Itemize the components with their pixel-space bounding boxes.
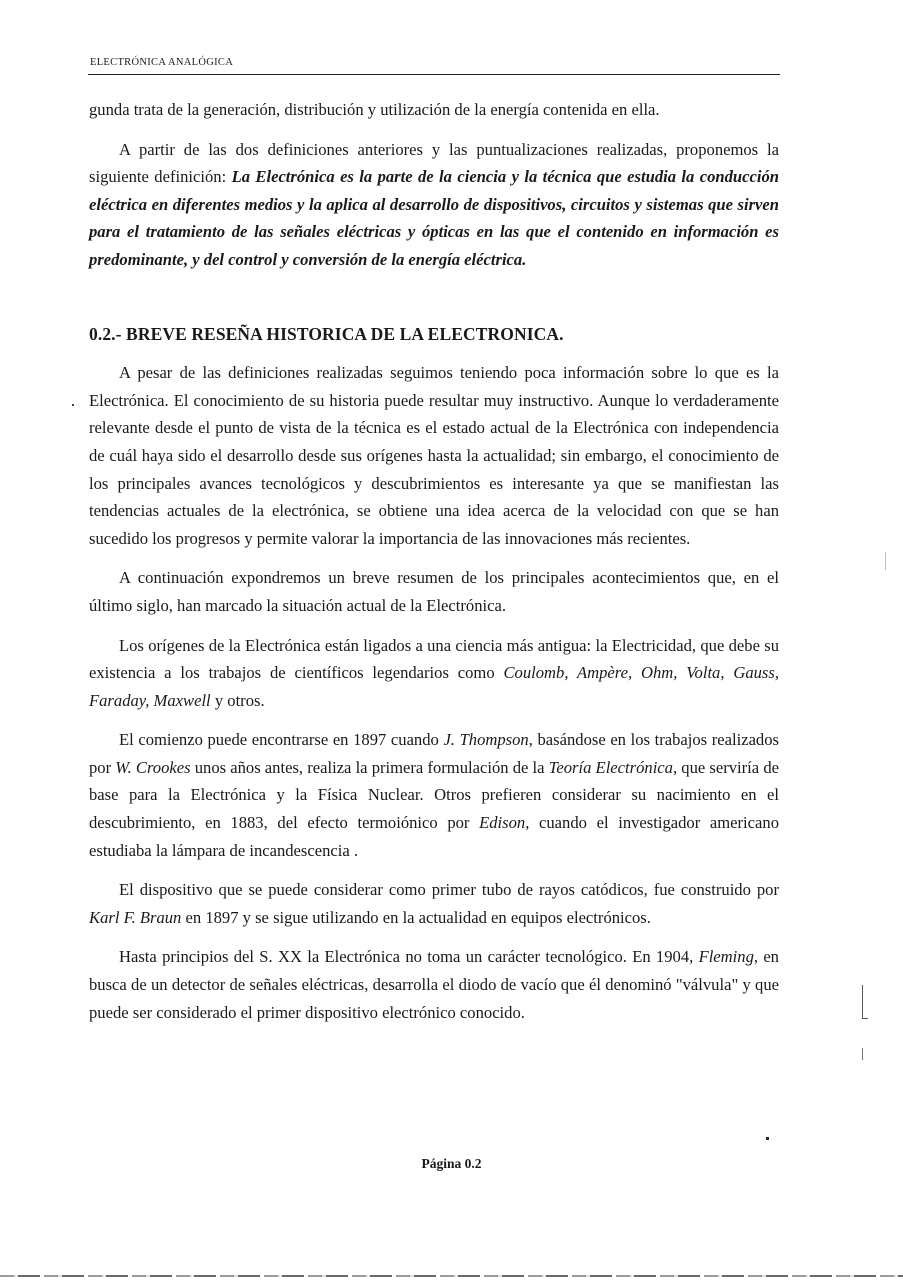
page-number: Página 0.2 — [421, 1156, 482, 1171]
paragraph-crt: El dispositivo que se puede considerar como primer tubo de rayos catódicos, fue construido por Karl F. Braun en 1897 y se sigue utilizando en la actualidad en equipos electrónicos. — [89, 880, 779, 927]
paragraph-summary: A continuación expondremos un breve resumen de los principales acontecimientos que, en el último siglo, han marcado la situación actual de la Electrónica. — [89, 568, 779, 615]
scan-speck — [862, 1048, 863, 1060]
page-body — [89, 96, 779, 1038]
paragraph-fleming: Hasta principios del S. XX la Electrónica no toma un carácter tecnológico. En 1904, Fleming, en busca de un detector de señales eléctricas, desarrolla el diodo de vacío que él denominó "válvula" y que puede ser considerado el primer dispositivo electrónico conocido. — [89, 947, 779, 1022]
scan-edge — [0, 1275, 903, 1277]
definition-intro: A partir de las dos definiciones anteriores y las puntualizaciones realizadas, proponemos la siguiente definición: — [89, 139, 779, 187]
paragraph-origins: Los orígenes de la Electrónica están ligados a una ciencia más antigua: la Electricidad, que debe su existencia a los trabajos de científicos legendarios como Coulomb, Ampère, Ohm, Volta, Gauss, Faraday, Maxwell y otros. — [89, 635, 779, 710]
header-rule — [88, 74, 780, 75]
section-heading: 0.2.- BREVE RESEÑA HISTORICA DE LA ELECTRONICA. — [89, 323, 564, 344]
paragraph-beginning: El comienzo puede encontrarse en 1897 cuando J. Thompson, basándose en los trabajos realizados por W. Crookes unos años antes, realiza la primera formulación de la Teoría Electrónica, que serviría de base para la Electrónica y la Física Nuclear. Otros prefieren considerar su nacimiento en el descubrimiento, en 1883, del efecto termoiónico por Edison, cuando el investigador americano estudiaba la lámpara de incandescencia . — [89, 730, 779, 860]
scan-speck — [72, 404, 74, 406]
scan-speck — [862, 985, 863, 1019]
paragraph-definition — [89, 136, 779, 274]
scan-speck — [885, 552, 886, 570]
paragraph-continuation: gunda trata de la generación, distribución y utilización de la energía contenida en ella. — [89, 100, 660, 119]
scan-speck — [862, 1018, 868, 1019]
paragraph-history-intro: A pesar de las definiciones realizadas seguimos teniendo poca información sobre lo que es la Electrónica. El conocimiento de su historia puede resultar muy instructivo. Aunque lo verdaderamente relevante desde el punto de vista de la técnica es el estado actual de la Electrónica con independencia de cuál haya sido el desarrollo desde sus orígenes hasta la actualidad; sin embargo, el conocimiento de los principales avances tecnológicos y descubrimientos es interesante ya que se manifiestan las tendencias actuales de la electrónica, se obtiene una idea acerca de la velocidad con que se han sucedido los progresos y permite valorar la importancia de las innovaciones más recientes. — [89, 363, 779, 548]
scientists-names: Coulomb, Ampère, Ohm, Volta, Gauss, Faraday, Maxwell — [89, 663, 779, 710]
running-header: ELECTRÓNICA ANALÓGICA — [90, 57, 234, 68]
scan-speck — [766, 1137, 769, 1140]
definition-text: La Electrónica es la parte de la ciencia y la técnica que estudia la conducción eléctrica en diferentes medios y la aplica al desarrollo de dispositivos, circuitos y sistemas que sirven para el tratamiento de las señales eléctricas y ópticas en las que el contenido en información es predominante, y del control y conversión de la energía eléctrica. — [89, 167, 779, 269]
